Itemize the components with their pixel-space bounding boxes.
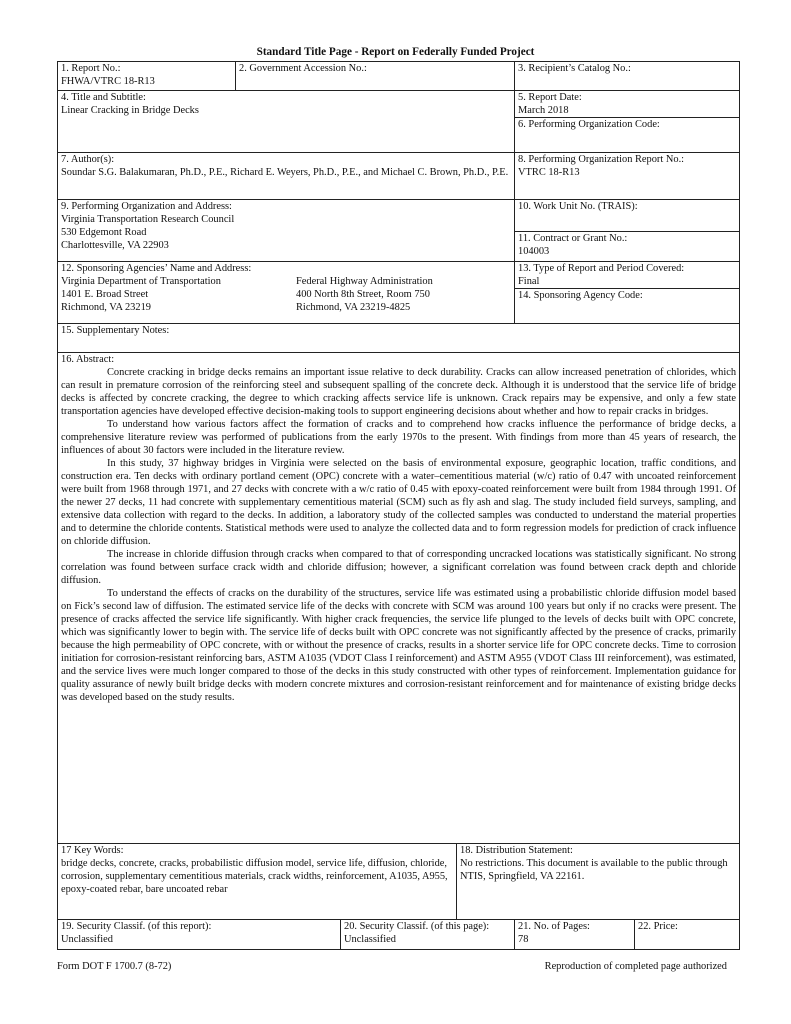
no-of-pages-label: 21. No. of Pages: xyxy=(518,921,590,932)
performing-org-name: Virginia Transportation Research Council xyxy=(61,214,235,225)
contract-grant-label: 11. Contract or Grant No.: xyxy=(515,231,739,245)
abstract-paragraph-4: The increase in chloride diffusion through cracks when compared to that of corresponding uncracked locations was statistically significant. No strong correlation was found between surface crack width and chloride diffusion; however, a significant correlation was found between crack depth and chloride diffusion. xyxy=(61,549,737,586)
field-supplementary-notes xyxy=(58,324,740,353)
abstract-paragraph-3: In this study, 37 highway bridges in Virginia were selected on the basis of environmental exposure, geographic location, traffic conditions, and construction era. Ten decks with ordinary portland cement (OPC) concrete with a water–cementitious material (w/c) ratio of 0.47 with uncoated reinforcement were built from 1968 through 1971, and 27 decks with concrete with a w/c ratio of 0.45 with epoxy-coated reinforcement were built from 1984 through 1991. Of the newer 27 decks, 11 had concrete with supplementary cementitious material (SCM) such as fly ash and slag. The study included field surveys, sampling, and extensive data collection with regard to the decks. In addition, a laboratory study of the collected samples was conducted to understand the material properties and to determine the chloride contents. Statistical methods were used to analyze the collected data and to form regression models for prediction of crack influence on chloride diffusion. xyxy=(61,458,737,547)
no-of-pages-value: 78 xyxy=(518,934,529,945)
authors-value: Soundar S.G. Balakumaran, Ph.D., P.E., Richard E. Weyers, Ph.D., P.E., and Michael C. Brown, Ph.D., P.E. xyxy=(61,167,509,178)
performing-org-report-value: VTRC 18-R13 xyxy=(518,167,580,178)
report-type-value: Final xyxy=(518,276,540,287)
sponsor-fhwa-city: Richmond, VA 23219-4825 xyxy=(296,302,411,313)
abstract-paragraph-2: To understand how various factors affect the formation of cracks and to comprehend how cracks influence the performance of bridge decks, a comprehensive literature review was performed of publications from the early 1970s to the present. With findings from more than 45 years of research, the influences of about 30 factors were included in the literature review. xyxy=(61,419,737,456)
field-key-words xyxy=(58,844,457,920)
field-performing-org-report-no xyxy=(515,153,740,200)
report-type-label: 13. Type of Report and Period Covered: xyxy=(518,263,685,274)
key-words-label: 17 Key Words: xyxy=(61,845,124,856)
form-number: Form DOT F 1700.7 (8-72) xyxy=(57,961,172,972)
title-subtitle-label: 4. Title and Subtitle: xyxy=(61,92,146,103)
sponsor-fhwa-street: 400 North 8th Street, Room 750 xyxy=(296,289,430,300)
supplementary-notes-label: 15. Supplementary Notes: xyxy=(61,325,170,336)
title-subtitle-value: Linear Cracking in Bridge Decks xyxy=(61,105,199,116)
field-performing-org-address xyxy=(58,200,515,262)
abstract-paragraph-5: To understand the effects of cracks on the durability of the structures, service life was estimated using a probabilistic chloride diffusion model based on Fick’s second law of diffusion. The estimated service life of the decks with concrete with SCM was around 100 years but only if no cracks were present. The presence of cracks affected the service life significantly. With higher crack frequencies, the service life plunged to the levels of decks built with OPC concrete, which was significantly lower to begin with. The service life of decks built with OPC concrete was not significantly affected by the presence of cracks, primarily because the high permeability of OPC concrete, with or without the presence of cracks, results in a shorter service life for OPC concrete decks. Time to corrosion initiation for corrosion-resistant reinforcing bars, ASTM A1035 (VDOT Class I reinforcement) and ASTM A955 (VDOT Class III reinforcement), was estimated, and the service lives were much longer compared to those of the decks in this study constructed with other types of reinforcement. Implementation guidance for quality assurance of newly built bridge decks with modern concrete mixtures and corrosion-resistant reinforcement and for maintenance of existing bridge decks was developed based on the study results. xyxy=(61,588,737,703)
security-page-label: 20. Security Classif. (of this page): xyxy=(344,921,490,932)
field-government-accession-no xyxy=(236,62,515,91)
field-price xyxy=(635,920,740,950)
field-report-no xyxy=(58,62,236,91)
sponsoring-agency-code-label: 14. Sponsoring Agency Code: xyxy=(515,289,739,303)
contract-grant-value: 104003 xyxy=(518,245,550,257)
field-security-classif-report xyxy=(58,920,341,950)
performing-org-report-label: 8. Performing Organization Report No.: xyxy=(518,154,685,165)
security-page-value: Unclassified xyxy=(344,934,396,945)
sponsor-vdot-name: Virginia Department of Transportation xyxy=(61,276,221,287)
abstract-label: 16. Abstract: xyxy=(61,354,115,365)
field-work-unit-contract xyxy=(515,200,740,262)
field-title-subtitle xyxy=(58,91,515,153)
page-title: Standard Title Page - Report on Federally Funded Project xyxy=(256,46,535,58)
gov-accession-label: 2. Government Accession No.: xyxy=(239,63,367,74)
sponsor-vdot-street: 1401 E. Broad Street xyxy=(61,289,149,300)
report-date-value: March 2018 xyxy=(518,105,569,116)
performing-org-address-label: 9. Performing Organization and Address: xyxy=(61,201,232,212)
sponsor-vdot-city: Richmond, VA 23219 xyxy=(61,302,151,313)
field-recipient-catalog-no xyxy=(515,62,740,91)
field-distribution-statement xyxy=(457,844,740,920)
field-report-date-org-code xyxy=(515,91,740,153)
sponsoring-agencies-label: 12. Sponsoring Agencies’ Name and Address: xyxy=(61,263,252,274)
report-no-value: FHWA/VTRC 18-R13 xyxy=(61,76,155,87)
report-no-label: 1. Report No.: xyxy=(61,63,121,74)
performing-org-city: Charlottesville, VA 22903 xyxy=(61,240,169,251)
field-authors xyxy=(58,153,515,200)
distribution-statement-value: No restrictions. This document is available to the public through NTIS, Springfield, VA 22161. xyxy=(460,858,728,882)
security-report-label: 19. Security Classif. (of this report): xyxy=(61,921,212,932)
abstract-paragraph-1: Concrete cracking in bridge decks remains an important issue relative to deck durability. Cracks can allow increased penetration of chlorides, which can result in premature corrosion of the reinforcing steel and subsequent spalling of the concrete deck. Although it is understood that the service life of bridge decks is affected by concrete cracking, the degree to which cracking affects service life is unknown. Crack repairs may be expensive, and only a few state transportation agencies have developed effective decision-making tools to support engineering decisions about whether and how to repair cracks in bridges. xyxy=(61,367,737,417)
work-unit-label: 10. Work Unit No. (TRAIS): xyxy=(518,201,638,212)
performing-org-code-label: 6. Performing Organization Code: xyxy=(515,118,739,132)
field-no-of-pages xyxy=(515,920,635,950)
report-date-label: 5. Report Date: xyxy=(518,92,582,103)
field-sponsoring-agencies xyxy=(58,262,515,324)
sponsor-fhwa-name: Federal Highway Administration xyxy=(296,276,433,287)
authors-label: 7. Author(s): xyxy=(61,154,115,165)
price-label: 22. Price: xyxy=(638,921,678,932)
field-abstract xyxy=(58,353,740,844)
reproduction-note: Reproduction of completed page authorized xyxy=(544,961,727,972)
security-report-value: Unclassified xyxy=(61,934,113,945)
title-page-form xyxy=(57,61,740,950)
performing-org-street: 530 Edgemont Road xyxy=(61,227,147,238)
distribution-statement-label: 18. Distribution Statement: xyxy=(460,845,573,856)
key-words-value: bridge decks, concrete, cracks, probabilistic diffusion model, service life, diffusion, chloride, corrosion, supplementary cementitious materials, crack widths, reinforcement, A1035, A955, epoxy-coated rebar, bare uncoated rebar xyxy=(61,858,448,895)
recipient-catalog-label: 3. Recipient’s Catalog No.: xyxy=(518,63,631,74)
field-report-type-agency-code xyxy=(515,262,740,324)
field-security-classif-page xyxy=(341,920,515,950)
